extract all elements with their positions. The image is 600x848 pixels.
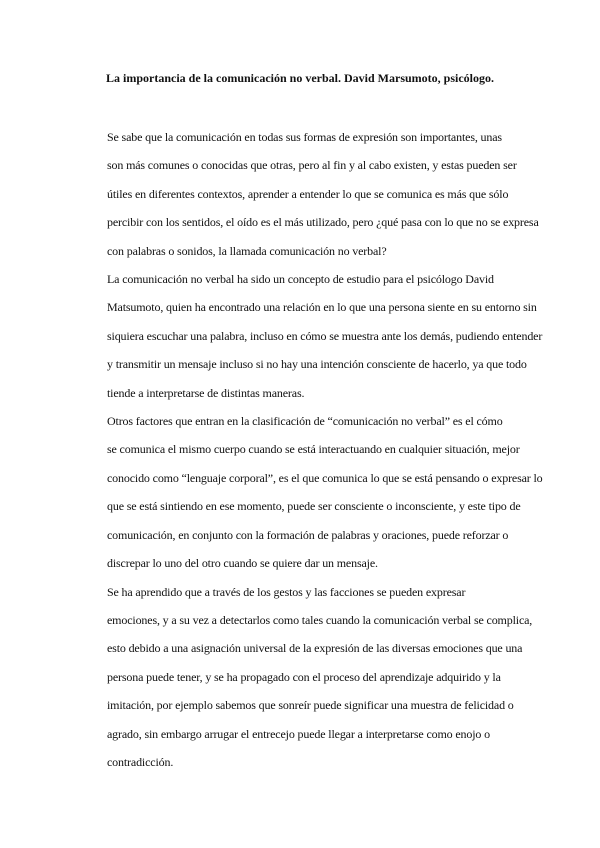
paragraph-line: Matsumoto, quien ha encontrado una relación en lo que una persona siente en su entorno sin: [107, 300, 537, 315]
paragraph-line: contradicción.: [107, 754, 174, 769]
paragraph-2: [72, 265, 543, 407]
paragraph-line: tiende a interpretarse de distintas maneras.: [107, 385, 305, 400]
paragraph-line: útiles en diferentes contextos, aprender a entender lo que se comunica es más que sólo: [107, 186, 509, 201]
paragraph-line: La comunicación no verbal ha sido un concepto de estudio para el psicólogo David: [107, 272, 494, 287]
paragraph-line: y transmitir un mensaje incluso si no hay una intención consciente de hacerlo, ya que todo: [107, 357, 527, 372]
paragraph-1: [72, 123, 539, 265]
document-title: La importancia de la comunicación no verbal. David Marsumoto, psicólogo.: [106, 71, 494, 85]
paragraph-line: que se está sintiendo en ese momento, puede ser consciente o inconsciente, y este tipo de: [107, 499, 521, 514]
paragraph-line: Se sabe que la comunicación en todas sus formas de expresión son importantes, unas: [107, 130, 502, 144]
paragraph-line: Se ha aprendido que a través de los gestos y las facciones se pueden expresar: [107, 584, 466, 599]
paragraph-line: con palabras o sonidos, la llamada comunicación no verbal?: [107, 243, 387, 258]
paragraph-line: discrepar lo uno del otro cuando se quiere dar un mensaje.: [107, 556, 378, 571]
paragraph-line: agrado, sin embargo arrugar el entrecejo puede llegar a interpretarse como enojo o: [107, 726, 490, 741]
paragraph-line: emociones, y a su vez a detectarlos como tales cuando la comunicación verbal se complica,: [107, 612, 533, 627]
paragraph-line: siquiera escuchar una palabra, incluso en cómo se muestra ante los demás, pudiendo entender: [107, 328, 543, 343]
paragraph-line: conocido como “lenguaje corporal”, es el que comunica lo que se está pensando o expresar lo: [107, 470, 543, 485]
paragraph-4: [72, 578, 533, 777]
paragraph-3: [72, 407, 543, 577]
paragraph-line: son más comunes o conocidas que otras, pero al fin y al cabo existen, y estas pueden ser: [107, 158, 517, 173]
paragraph-line: Otros factores que entran en la clasificación de “comunicación no verbal” es el cómo: [107, 414, 503, 429]
paragraph-line: percibir con los sentidos, el oído es el más utilizado, pero ¿qué pasa con lo que no se expresa: [107, 215, 539, 230]
paragraph-line: esto debido a una asignación universal de la expresión de las diversas emociones que una: [107, 641, 523, 656]
paragraph-line: comunicación, en conjunto con la formación de palabras y oraciones, puede reforzar o: [107, 527, 509, 542]
paragraph-line: se comunica el mismo cuerpo cuando se está interactuando en cualquier situación, mejor: [107, 442, 520, 457]
document-body: [72, 123, 543, 776]
paragraph-line: persona puede tener, y se ha propagado con el proceso del aprendizaje adquirido y la: [107, 669, 501, 684]
paragraph-line: imitación, por ejemplo sabemos que sonreír puede significar una muestra de felicidad o: [107, 698, 514, 713]
